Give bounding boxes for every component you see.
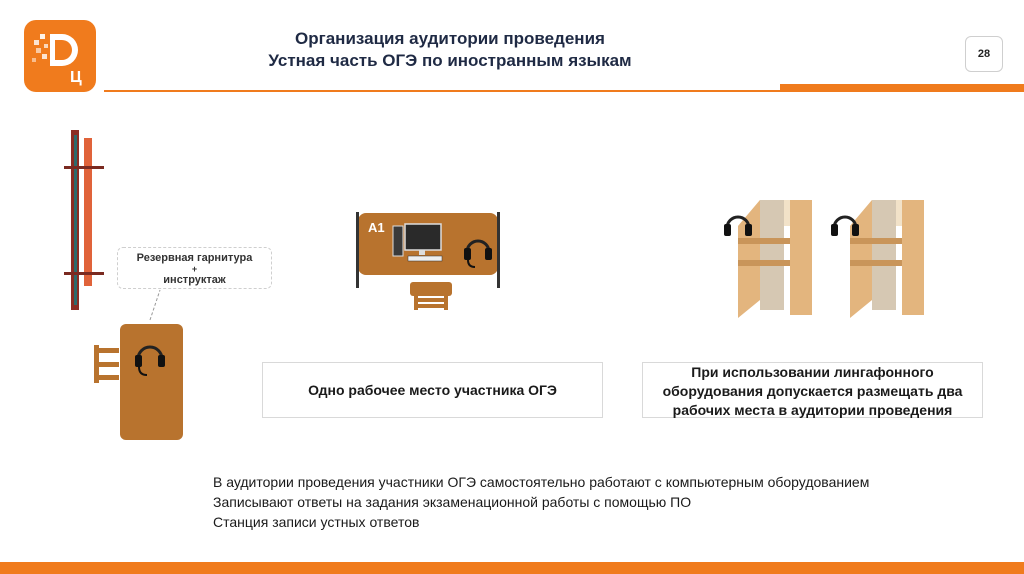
caption-line-2: оборудования допускается размещать два xyxy=(662,383,963,399)
page-subtitle: Устная часть ОГЭ по иностранным языкам xyxy=(268,51,632,70)
note-line-1: Резервная гарнитура xyxy=(136,252,253,264)
chair-icon xyxy=(410,282,452,310)
note-plus: + xyxy=(191,264,198,274)
language-booth-icon xyxy=(738,200,812,318)
footer-bar xyxy=(0,562,1024,574)
reserve-desk-icon xyxy=(94,324,183,440)
svg-text:Ц: Ц xyxy=(70,69,82,86)
door-icon xyxy=(64,130,104,310)
note-line-2: инструктаж xyxy=(163,274,226,286)
caption-language-lab xyxy=(642,362,983,418)
body-text xyxy=(213,472,869,532)
caption-line-1: При использовании лингафонного xyxy=(691,364,934,380)
computer-desk-icon xyxy=(356,212,500,288)
language-booth-icon xyxy=(850,200,924,318)
page-title: Организация аудитории проведения xyxy=(295,29,605,48)
headset-icon xyxy=(831,217,859,236)
page-number: 28 xyxy=(965,36,1003,72)
reserve-headset-note xyxy=(117,247,272,289)
body-line-1: В аудитории проведения участники ОГЭ самостоятельно работают с компьютерным оборудованием xyxy=(213,474,870,490)
body-line-2: Записывают ответы на задания экзаменационной работы с помощью ПО xyxy=(213,494,692,510)
body-line-3: Станция записи устных ответов xyxy=(213,514,420,530)
caption-line-3: рабочих места в аудитории проведения xyxy=(672,402,953,418)
svg-text:A1: A1 xyxy=(368,220,385,235)
caption-single-workplace: Одно рабочее место участника ОГЭ xyxy=(262,362,603,418)
